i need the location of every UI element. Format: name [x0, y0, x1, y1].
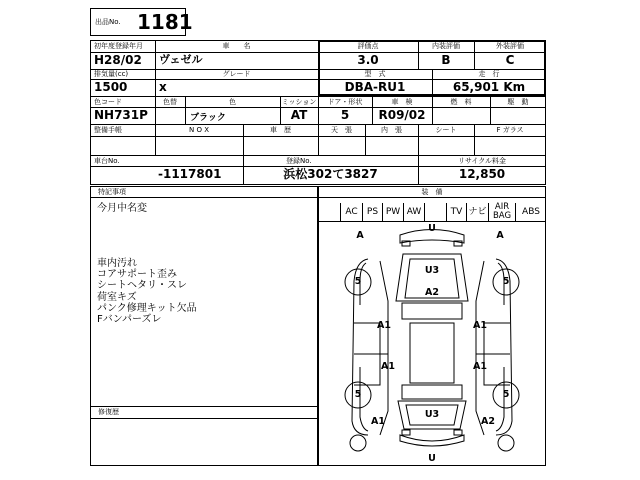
list-item: パンク修理キット欠品	[97, 302, 197, 314]
mark-rear-u: U	[428, 453, 436, 464]
door-label: ドア・形状	[327, 98, 363, 106]
manual-label: 整備手帳	[94, 126, 122, 134]
equip-blank	[424, 203, 446, 221]
score-value: 3.0	[357, 53, 379, 67]
km-value: 65,901 Km	[452, 80, 526, 94]
mark-front-left: A	[356, 230, 364, 241]
mark-hood-upper: U3	[424, 265, 440, 276]
interior-value: B	[441, 53, 451, 67]
list-item: Fバンパーズレ	[97, 314, 162, 326]
drive-label: 駆 動	[507, 98, 529, 106]
mark-tire-fr: 5	[502, 276, 510, 287]
model-value: DBA-RU1	[344, 80, 406, 94]
recycle-label: リサイクル料金	[457, 157, 507, 165]
grade-value: x	[159, 80, 167, 94]
repair-label: 修復歴	[98, 408, 119, 416]
name-value: ヴェゼル	[159, 53, 203, 66]
seat-label: シート	[435, 126, 457, 134]
mark-door-fr: A1	[473, 320, 487, 331]
exterior-value: C	[505, 53, 515, 67]
mark-rear-left: A1	[371, 416, 385, 427]
grade-label: グレード	[222, 70, 251, 78]
year-label: 初年度登録年月	[94, 42, 143, 50]
color-value: ブラック	[190, 113, 226, 123]
exterior-label: 外装評価	[496, 42, 524, 50]
name-label: 車 名	[222, 42, 251, 50]
cc-value: 1500	[94, 80, 128, 94]
list-item: コアサポート歪み	[97, 269, 177, 281]
door-value: 5	[340, 108, 350, 122]
mission-label: ミッション	[281, 98, 317, 106]
mark-tire-rl: 5	[354, 389, 362, 400]
color-code-label: 色コード	[94, 98, 122, 106]
km-label: 走 行	[478, 70, 500, 78]
interior-label: 内装評価	[432, 42, 460, 50]
notes-panel	[90, 186, 318, 466]
chassis-value: -1117801	[158, 167, 222, 181]
cc-label: 排気量(cc)	[94, 70, 129, 78]
glass-label: F ガラス	[496, 126, 524, 134]
reg-value: 浜松302て3827	[283, 167, 378, 181]
mark-front-u: U	[428, 223, 436, 234]
equip-tv: TV	[446, 203, 466, 221]
history-label: 車 歴	[270, 126, 291, 134]
chassis-label: 車台No.	[94, 157, 120, 165]
inner-label: 内 張	[381, 126, 402, 134]
mark-door-fl: A1	[377, 320, 391, 331]
mark-tire-fl: 5	[354, 276, 362, 287]
mark-hood: A2	[425, 287, 439, 298]
roof-label: 天 張	[331, 126, 352, 134]
notes-label: 特記事項	[98, 188, 126, 196]
fuel-label: 燃 料	[450, 98, 472, 106]
lot-number: 1181	[137, 10, 193, 34]
notes-list	[97, 258, 197, 325]
mark-front-right: A	[496, 230, 504, 241]
car-damage-diagram	[318, 221, 546, 466]
score-label: 評価点	[357, 42, 379, 50]
equip-navi: ナビ	[466, 203, 488, 221]
lot-box	[90, 8, 193, 36]
nox-label: N O X	[189, 126, 209, 134]
equip-label: 装 備	[421, 188, 443, 196]
inspection-label: 車 検	[391, 98, 413, 106]
equip-aw: AW	[403, 203, 424, 221]
color-code-value: NH731P	[94, 108, 148, 122]
mark-tire-rr: 5	[502, 389, 510, 400]
notes-top: 今月中名変	[97, 203, 147, 214]
mark-door-rl: A1	[381, 361, 395, 372]
equip-airbag-label: AIR BAG	[492, 202, 512, 221]
list-item: 車内汚れ	[97, 258, 137, 269]
list-item: 荷室キズ	[97, 291, 137, 303]
equip-pw: PW	[382, 203, 403, 221]
year-value: H28/02	[94, 53, 142, 67]
mission-value: AT	[290, 108, 308, 122]
color-sys-label: 色替	[163, 98, 177, 106]
reg-label: 登録No.	[286, 157, 312, 165]
recycle-value: 12,850	[458, 167, 506, 181]
mark-trunk: U3	[424, 409, 440, 420]
equip-ac: AC	[340, 203, 362, 221]
lot-label: 出品No.	[95, 18, 121, 26]
color-label: 色	[229, 98, 236, 106]
list-item: シートヘタリ・スレ	[97, 280, 187, 292]
inspection-value: R09/02	[378, 108, 426, 122]
mark-door-rr: A1	[473, 361, 487, 372]
equip-abs: ABS	[515, 203, 546, 221]
equip-ps: PS	[362, 203, 382, 221]
mark-rear-right: A2	[481, 416, 495, 427]
model-label: 型 式	[364, 70, 386, 78]
equip-airbag	[488, 203, 515, 221]
